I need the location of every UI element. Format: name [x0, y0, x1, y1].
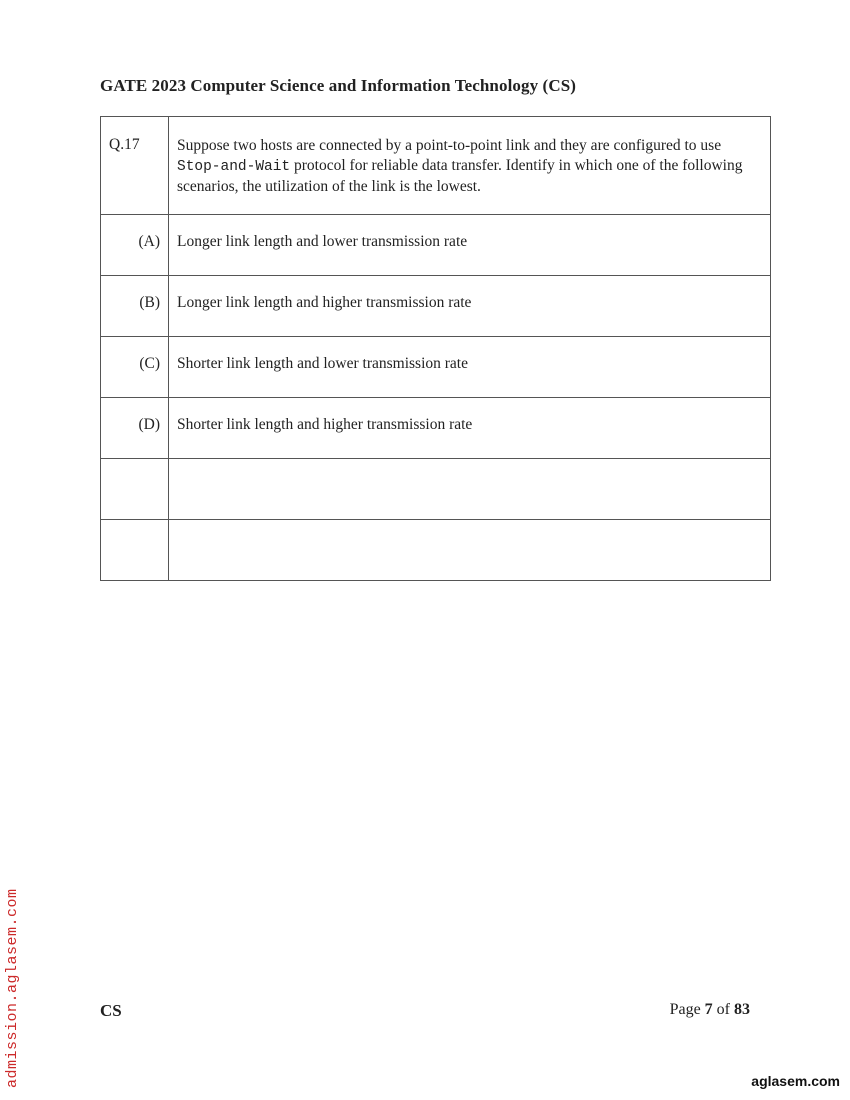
stem-code: Stop-and-Wait: [177, 159, 291, 175]
page-current: 7: [704, 1001, 713, 1018]
footer-page-number: [670, 1001, 750, 1019]
empty-cell: [169, 520, 771, 581]
stem-text-before: Suppose two hosts are connected by a point-to-point link and they are configured to use: [177, 137, 722, 154]
stem-text-after: protocol for reliable data transfer. Identify in which one of the following scenarios, the utilization of the link is the lowest.: [177, 157, 743, 195]
option-a-text: Longer link length and lower transmission rate: [169, 215, 771, 276]
page-prefix: Page: [669, 1001, 705, 1018]
footer-paper-code: CS: [100, 1001, 122, 1020]
option-b-text: Longer link length and higher transmission rate: [169, 276, 771, 337]
page-total: 83: [734, 1001, 750, 1018]
page-header-title: GATE 2023 Computer Science and Information Technology (CS): [100, 76, 577, 95]
empty-cell: [169, 459, 771, 520]
brand-watermark: aglasem.com: [751, 1073, 840, 1089]
option-b-label: (B): [101, 276, 169, 337]
option-row-a: [101, 215, 771, 276]
option-row-d: [101, 398, 771, 459]
question-table: [100, 116, 771, 581]
option-c-text: Shorter link length and lower transmission rate: [169, 337, 771, 398]
empty-cell: [101, 520, 169, 581]
question-number: Q.17: [101, 117, 169, 215]
option-c-label: (C): [101, 337, 169, 398]
option-d-label: (D): [101, 398, 169, 459]
option-row-c: [101, 337, 771, 398]
question-row: [101, 117, 771, 215]
page-separator: of: [712, 1001, 734, 1018]
option-d-text: Shorter link length and higher transmission rate: [169, 398, 771, 459]
empty-row-2: [101, 520, 771, 581]
option-row-b: [101, 276, 771, 337]
empty-row-1: [101, 459, 771, 520]
option-a-label: (A): [101, 215, 169, 276]
empty-cell: [101, 459, 169, 520]
question-stem: [169, 117, 771, 215]
vertical-watermark: admission.aglasem.com: [4, 888, 21, 1088]
